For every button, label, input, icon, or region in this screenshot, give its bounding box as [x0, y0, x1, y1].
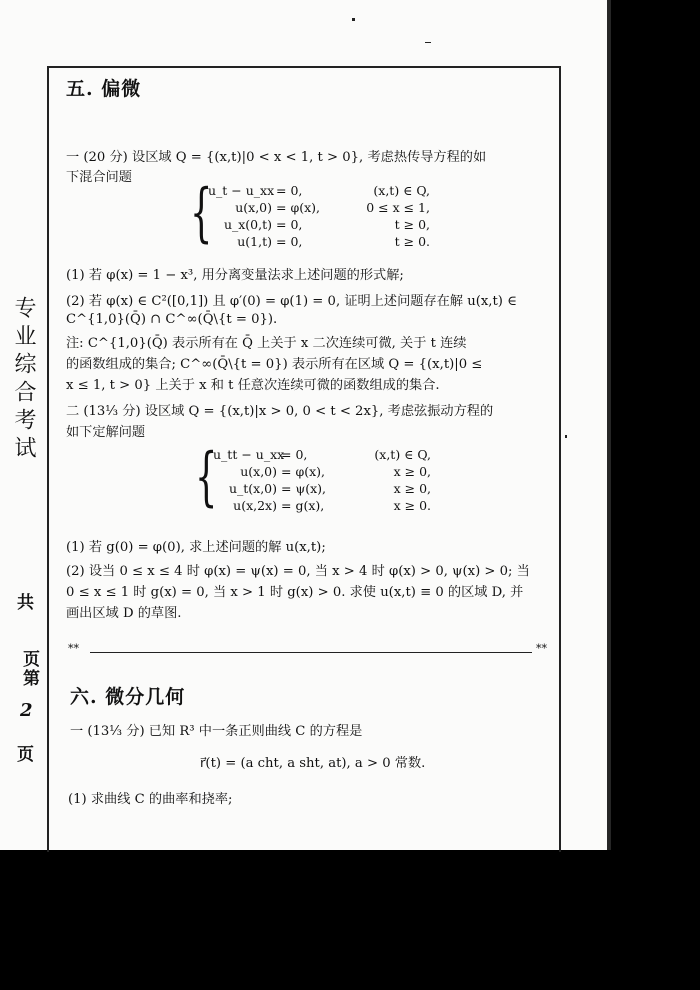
system-lhs: u(x,0)	[235, 200, 272, 215]
system-lhs: u(x,2x)	[233, 498, 277, 513]
left-brace: {	[195, 440, 218, 514]
exam-name-vertical: 专业综合考试	[11, 296, 36, 464]
q1-statement-line2: 下混合问题	[66, 170, 132, 185]
system-lhs: u_t(x,0)	[228, 481, 277, 496]
s6-q1-statement: 一 (13⅓ 分) 已知 R³ 中一条正则曲线 C 的方程是	[70, 724, 363, 739]
system-rhs: = 0,	[276, 183, 303, 198]
system-lhs: u_tt − u_xx	[213, 447, 285, 462]
scan-speck	[425, 42, 431, 43]
separator-right-mark: **	[536, 642, 547, 655]
q1-part2-line1: (2) 若 φ(x) ∈ C²([0,1]) 且 φ′(0) = φ(1) = 0, 证明上述问题存在解 u(x,t) ∈	[66, 294, 517, 309]
total-pages-label: 共	[17, 593, 34, 613]
system-lhs: u(x,0)	[240, 464, 277, 479]
section-6-title: 六. 微分几何	[70, 686, 186, 708]
separator-left-mark: **	[68, 642, 79, 655]
q2-part2-line3: 画出区域 D 的草图.	[66, 606, 182, 621]
q1-equation-system	[190, 176, 450, 255]
q2-part2-line2: 0 ≤ x ≤ 1 时 g(x) = 0, 当 x > 1 时 g(x) > 0. 求使 u(x,t) ≡ 0 的区域 D, 并	[66, 585, 524, 600]
system-lhs: u_t − u_xx	[208, 183, 275, 198]
system-cond: x ≥ 0.	[393, 498, 431, 513]
system-cond: t ≥ 0.	[394, 234, 430, 249]
system-rhs: = 0,	[276, 217, 303, 232]
separator-line	[90, 652, 532, 653]
q2-part2-line1: (2) 设当 0 ≤ x ≤ 4 时 φ(x) = ψ(x) = 0, 当 x > 4 时 φ(x) > 0, ψ(x) > 0; 当	[66, 564, 530, 579]
system-rhs: = g(x),	[281, 498, 325, 513]
left-brace: {	[190, 176, 213, 250]
q2-equation-system	[195, 440, 445, 519]
system-rhs: = 0,	[276, 234, 303, 249]
scan-speck	[565, 435, 567, 438]
q1-statement-line1: 一 (20 分) 设区域 Q = {(x,t)|0 < x < 1, t > 0}, 考虑热传导方程的如	[66, 150, 487, 165]
system-rhs: = 0,	[281, 447, 308, 462]
system-cond: 0 ≤ x ≤ 1,	[366, 200, 430, 215]
system-cond: t ≥ 0,	[394, 217, 430, 232]
q2-statement-line1: 二 (13⅓ 分) 设区域 Q = {(x,t)|x > 0, 0 < t < 2x}, 考虑弦振动方程的	[66, 404, 494, 419]
q1-part2-line2: C^{1,0}(Q̄) ∩ C^∞(Q̄\{t = 0}).	[66, 312, 278, 327]
system-cond: x ≥ 0,	[393, 481, 431, 496]
q2-part1: (1) 若 g(0) = φ(0), 求上述问题的解 u(x,t);	[66, 540, 326, 555]
page-number: 2	[20, 700, 33, 721]
scan-border	[607, 0, 700, 990]
system-lhs: u_x(0,t)	[223, 217, 272, 232]
system-lhs: u(1,t)	[237, 234, 272, 249]
section-5-title: 五. 偏微	[66, 78, 142, 100]
s6-q1-equation: r⃗(t) = (a cht, a sht, at), a > 0 常数.	[200, 756, 426, 771]
q1-note-line2: 的函数组成的集合; C^∞(Q̄\{t = 0}) 表示所有在区域 Q = {(x,t)|0 ≤	[66, 357, 483, 372]
q1-note-line1: 注: C^{1,0}(Q̄) 表示所有在 Q̄ 上关于 x 二次连续可微, 关于 t 连续	[66, 336, 467, 351]
system-rhs: = φ(x),	[276, 200, 320, 215]
q1-part1: (1) 若 φ(x) = 1 − x³, 用分离变量法求上述问题的形式解;	[66, 268, 404, 283]
page-label: 页第	[19, 650, 39, 688]
scan-edge	[607, 0, 611, 850]
scan-speck	[352, 18, 355, 21]
s6-q1-part1: (1) 求曲线 C 的曲率和挠率;	[68, 792, 233, 807]
q1-note-line3: x ≤ 1, t > 0} 上关于 x 和 t 任意次连续可微的函数组成的集合.	[66, 378, 440, 393]
q2-statement-line2: 如下定解问题	[66, 425, 146, 440]
system-cond: x ≥ 0,	[393, 464, 431, 479]
system-cond: (x,t) ∈ Q,	[373, 183, 430, 198]
system-rhs: = φ(x),	[281, 464, 325, 479]
system-cond: (x,t) ∈ Q,	[374, 447, 431, 462]
page-suffix: 页	[17, 745, 34, 765]
system-rhs: = ψ(x),	[281, 481, 327, 496]
